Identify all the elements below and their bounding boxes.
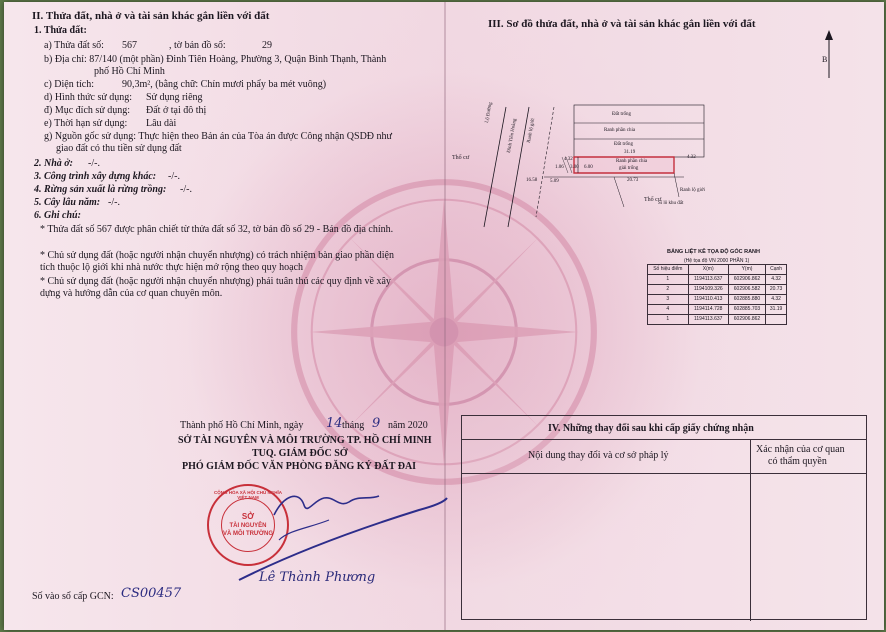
lbl-5-09: 5.09: [550, 179, 559, 184]
changes-title-row: [462, 416, 866, 440]
coord-subtitle: (Hệ tọa độ VN 2000 PHẦN 1): [684, 258, 750, 264]
coord-id: 1: [648, 275, 689, 285]
c-label: c) Diện tích:: [44, 79, 94, 90]
coord-row: [648, 295, 787, 305]
coord-row: [648, 305, 787, 315]
e-value: Đất ở tại đô thị: [146, 105, 207, 116]
changes-col-divider: [750, 440, 751, 621]
b-address-line2: phố Hồ Chí Minh: [94, 66, 165, 77]
coord-edge: 4.32: [766, 295, 787, 305]
f-value: Lâu dài: [146, 118, 177, 129]
stamp-mid-2: TÀI NGUYÊN: [229, 523, 267, 529]
changes-col2-header-b: có thẩm quyền: [768, 456, 827, 467]
coord-id: 2: [648, 285, 689, 295]
lbl-dat-trong-mid: Đất trống: [614, 142, 634, 147]
date-month: 9: [372, 416, 381, 431]
g-line1: g) Nguồn gốc sử dụng: Thực hiện theo Bản án của Tòa án được Công nhận QSDĐ như: [44, 131, 392, 142]
f-label: e) Thời hạn sử dụng:: [44, 118, 128, 129]
b-address-line1: b) Địa chỉ: 87/140 (một phần) Đinh Tiên Hoàng, Phường 3, Quận Bình Thạnh, Thành: [44, 54, 387, 65]
stamp-mid-3: VÀ MÔI TRƯỜNG: [222, 531, 274, 537]
coord-y: 602906.862: [728, 275, 765, 285]
h2-nha-o: 2. Nhà ở:: [34, 158, 73, 169]
a-map-label: , tờ bản đồ số:: [169, 40, 226, 51]
coord-row: [648, 315, 787, 325]
date-year: năm 2020: [388, 420, 428, 431]
lbl-ranh-lo-gioi: Ranh lộ giới: [680, 188, 705, 193]
lbl-thu-cu-left: Thổ cư: [452, 155, 470, 161]
a-value: 567: [122, 40, 137, 51]
coord-y: 602906.582: [728, 285, 765, 295]
note-2: * Chủ sử dụng đất (hoặc người nhận chuyển nhượng) có trách nhiệm bàn giao phần diện tích thuộc lộ giới khi nhà nước thực hiện mở rộng theo quy hoạch: [40, 250, 394, 273]
coord-edge: 20.73: [766, 285, 787, 295]
stamp-top-text: CỘNG HÒA XÃ HỘI CHỦ NGHĨA VIỆT NAM: [213, 490, 283, 500]
a-label: a) Thửa đất số:: [44, 40, 104, 51]
lbl-1-06: 1.06: [555, 165, 564, 170]
sig-line-1: SỞ TÀI NGUYÊN VÀ MÔI TRƯỜNG TP. HỒ CHÍ MINH: [178, 435, 432, 446]
lbl-6-00: 6.00: [584, 165, 593, 170]
lbl-4-32: 4.32: [687, 155, 696, 160]
coord-row: [648, 275, 787, 285]
h3-value: -/-.: [168, 171, 180, 182]
h5-cay: 5. Cây lâu năm:: [34, 197, 101, 208]
coord-x: 1194110.413: [688, 295, 728, 305]
lbl-si-lo: Sĩ lô khu đất: [658, 201, 684, 206]
date-day: 14: [326, 416, 343, 431]
coord-x: 1194109.326: [688, 285, 728, 295]
h3-cong-trinh: 3. Công trình xây dựng khác:: [34, 171, 157, 182]
h6-ghi-chu: 6. Ghi chú:: [34, 210, 81, 221]
section-3-title: III. Sơ đồ thửa đất, nhà ở và tài sản khác gắn liền với đất: [488, 18, 756, 30]
changes-title: IV. Những thay đổi sau khi cấp giấy chứng nhận: [548, 423, 754, 434]
d-value: Sử dụng riêng: [146, 92, 203, 103]
changes-table: [461, 415, 867, 620]
coord-x: 1194114.728: [688, 305, 728, 315]
gcn-label: Số vào sổ cấp GCN:: [32, 591, 114, 602]
lbl-road-1: Lộ Đường: [484, 102, 494, 124]
coord-table: [647, 264, 787, 325]
c-value: 90,3m², (bằng chữ: Chín mươi phẩy ba mét vuông): [122, 79, 327, 90]
changes-header-row: [462, 440, 866, 474]
north-label: B: [822, 55, 828, 64]
certificate-sheet: [4, 2, 884, 630]
coord-h-x: X(m): [688, 265, 728, 275]
h4-rung: 4. Rừng sản xuất là rừng trồng:: [34, 184, 167, 195]
note-1: * Thửa đất số 567 được phân chiết từ thửa đất số 32, tờ bản đồ số 29 - Bản đồ địa chính.: [40, 224, 394, 235]
coord-id: 1: [648, 315, 689, 325]
lbl-ranh-phan-chia: Ranh phần chia: [604, 128, 636, 133]
coord-x: 1194113.637: [688, 315, 728, 325]
d-label: d) Hình thức sử dụng:: [44, 92, 133, 103]
coord-row: [648, 285, 787, 295]
date-prefix: Thành phố Hồ Chí Minh, ngày: [180, 420, 304, 431]
coord-y: 602906.862: [728, 315, 765, 325]
coord-y: 602885.703: [728, 305, 765, 315]
e-label: đ) Mục đích sử dụng:: [44, 105, 130, 116]
coord-title: BẢNG LIỆT KÊ TỌA ĐỘ GÓC RANH: [667, 249, 760, 255]
coord-h-id: Số hiệu điểm: [648, 265, 689, 275]
h4-value: -/-.: [180, 184, 192, 195]
coord-header-row: [648, 265, 787, 275]
sig-line-3: PHÓ GIÁM ĐỐC VĂN PHÒNG ĐĂNG KÝ ĐẤT ĐAI: [182, 461, 417, 472]
lbl-4-32b: 4.32: [564, 157, 573, 162]
lbl-road-2: Đinh Tiên Hoàng: [506, 118, 518, 154]
lbl-thu-cu-right: Thổ cư: [644, 197, 662, 203]
signer-name: Lê Thành Phương: [259, 570, 376, 585]
lbl-giai-trong: giải trống: [619, 166, 639, 171]
sig-line-2: TUQ. GIÁM ĐỐC SỞ: [252, 448, 348, 459]
coord-h-y: Y(m): [728, 265, 765, 275]
lbl-dat-trong-top: Đất trống: [612, 112, 632, 117]
h2-value: -/-.: [88, 158, 100, 169]
coord-edge: [766, 315, 787, 325]
section-2-title: II. Thửa đất, nhà ở và tài sản khác gắn liền với đất: [32, 10, 270, 22]
a-map-value: 29: [262, 40, 272, 51]
changes-col1-header: Nội dung thay đổi và cơ sở pháp lý: [528, 450, 669, 461]
coord-x: 1194113.637: [688, 275, 728, 285]
lbl-ranh-phan-chia-2: Ranh phần chia: [616, 159, 648, 164]
coord-h-edge: Cạnh: [766, 265, 787, 275]
note-3: * Chủ sử dụng đất (hoặc người nhận chuyển nhượng) phải tuân thủ các quy định về xây dựng và hướng dẫn của cơ quan chuyên môn.: [40, 276, 391, 299]
g-line2: giao đất có thu tiền sử dụng đất: [56, 143, 182, 154]
lbl-road-3: Ranh lộ giới: [526, 118, 537, 144]
date-month-label: tháng: [342, 420, 365, 431]
lbl-31-19: 31.19: [624, 150, 636, 155]
coord-id: 4: [648, 305, 689, 315]
coord-edge: 4.32: [766, 275, 787, 285]
lbl-20-73: 20.73: [627, 178, 639, 183]
lbl-3-00: 3.00: [570, 165, 579, 170]
coord-edge: 31.19: [766, 305, 787, 315]
coord-id: 3: [648, 295, 689, 305]
lbl-16-58: 16.58: [526, 178, 538, 183]
stamp-mid-1: SỞ: [241, 512, 255, 521]
coord-y: 602885.880: [728, 295, 765, 305]
h1-thua-dat: 1. Thửa đất:: [34, 25, 87, 36]
h5-value: -/-.: [108, 197, 120, 208]
gcn-value: CS00457: [121, 586, 182, 601]
changes-col2-header-a: Xác nhận của cơ quan: [756, 444, 845, 455]
